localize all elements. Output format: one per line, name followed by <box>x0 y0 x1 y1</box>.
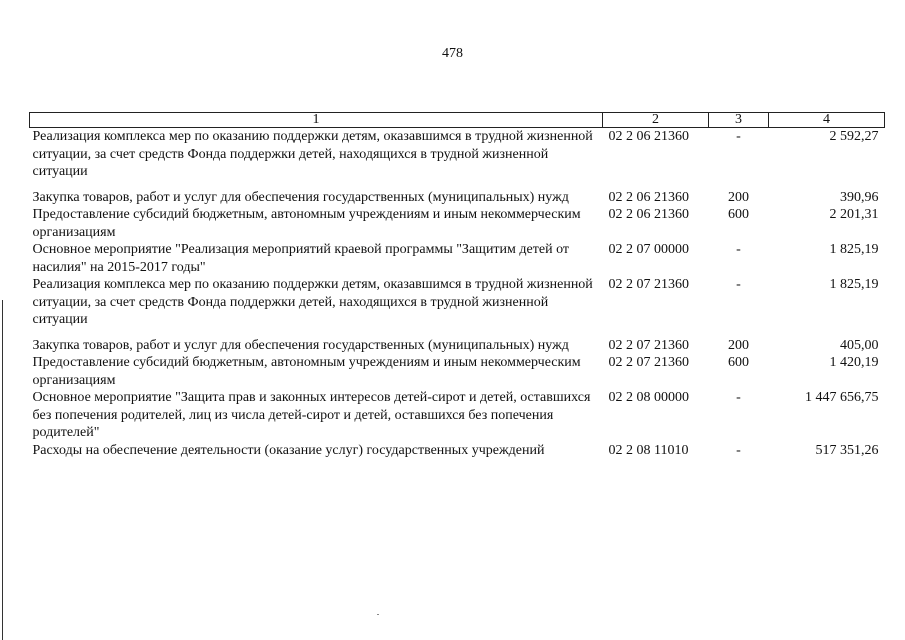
row-amount: 1 447 656,75 <box>805 390 879 405</box>
row-name: Предоставление субсидий бюджетным, автономным учреждениям и иным некоммерческим организациям <box>32 355 581 388</box>
row-type: - <box>736 242 741 257</box>
row-amount: 1 825,19 <box>829 242 879 257</box>
table-row <box>30 337 885 355</box>
row-name: Основное мероприятие "Реализация мероприятий краевой программы "Защитим детей от насилия" на 2015-2017 годы" <box>32 242 569 275</box>
row-name: Реализация комплекса мер по оказанию поддержки детям, оказавшимся в трудной жизненной ситуации, за счет средств Фонда поддержки детей, находящихся в трудной жизненной ситуации <box>32 129 593 179</box>
table-row <box>30 241 885 276</box>
row-code: 02 2 07 21360 <box>608 355 689 370</box>
row-type: - <box>736 129 741 144</box>
table-row <box>30 276 885 337</box>
row-type: - <box>736 442 741 458</box>
row-type: 600 <box>728 207 749 222</box>
header-col-4: 4 <box>769 113 885 128</box>
row-name: Закупка товаров, работ и услуг для обеспечения государственных (муниципальных) нужд <box>32 337 569 353</box>
scan-speck <box>377 614 379 615</box>
row-name: Расходы на обеспечение деятельности (оказание услуг) государственных учреждений <box>32 442 545 458</box>
row-code: 02 2 06 21360 <box>608 207 689 222</box>
table-row <box>30 389 885 442</box>
header-col-3: 3 <box>709 113 769 128</box>
row-amount: 1 420,19 <box>829 355 879 370</box>
row-amount: 1 825,19 <box>829 277 879 292</box>
row-name: Основное мероприятие "Защита прав и законных интересов детей-сирот и детей, оставшихся без попечения родителей, лиц из числа детей-сирот и детей, оставшихся без попечения родителей" <box>32 390 591 440</box>
row-code: 02 2 08 11010 <box>608 442 689 458</box>
row-code: 02 2 06 21360 <box>608 129 689 144</box>
row-name: Предоставление субсидий бюджетным, автономным учреждениям и иным некоммерческим организациям <box>32 207 581 240</box>
row-code: 02 2 07 00000 <box>608 242 689 257</box>
row-code: 02 2 07 21360 <box>608 337 689 353</box>
row-amount: 2 201,31 <box>829 207 879 222</box>
row-name: Закупка товаров, работ и услуг для обеспечения государственных (муниципальных) нужд <box>32 189 569 205</box>
row-type: - <box>736 390 741 405</box>
table-row <box>30 354 885 389</box>
row-amount: 517 351,26 <box>815 442 879 458</box>
table-row <box>30 189 885 207</box>
budget-table <box>29 112 885 459</box>
row-amount: 390,96 <box>840 189 879 205</box>
left-margin-rule <box>2 300 3 640</box>
header-col-2: 2 <box>603 113 709 128</box>
row-name: Реализация комплекса мер по оказанию поддержки детям, оказавшимся в трудной жизненной ситуации, за счет средств Фонда поддержки детей, находящихся в трудной жизненной ситуации <box>32 277 593 327</box>
row-code: 02 2 08 00000 <box>608 390 689 405</box>
row-type: 200 <box>728 337 749 353</box>
table-row <box>30 206 885 241</box>
row-amount: 2 592,27 <box>829 129 879 144</box>
row-code: 02 2 06 21360 <box>608 189 689 205</box>
row-type: 600 <box>728 355 749 370</box>
table-row <box>30 128 885 189</box>
header-col-1: 1 <box>30 113 603 128</box>
row-code: 02 2 07 21360 <box>608 277 689 292</box>
row-type: - <box>736 277 741 292</box>
table-row <box>30 442 885 460</box>
row-type: 200 <box>728 189 749 205</box>
page-number: 478 <box>442 46 463 61</box>
row-amount: 405,00 <box>840 337 879 353</box>
table-header-row <box>30 113 885 128</box>
